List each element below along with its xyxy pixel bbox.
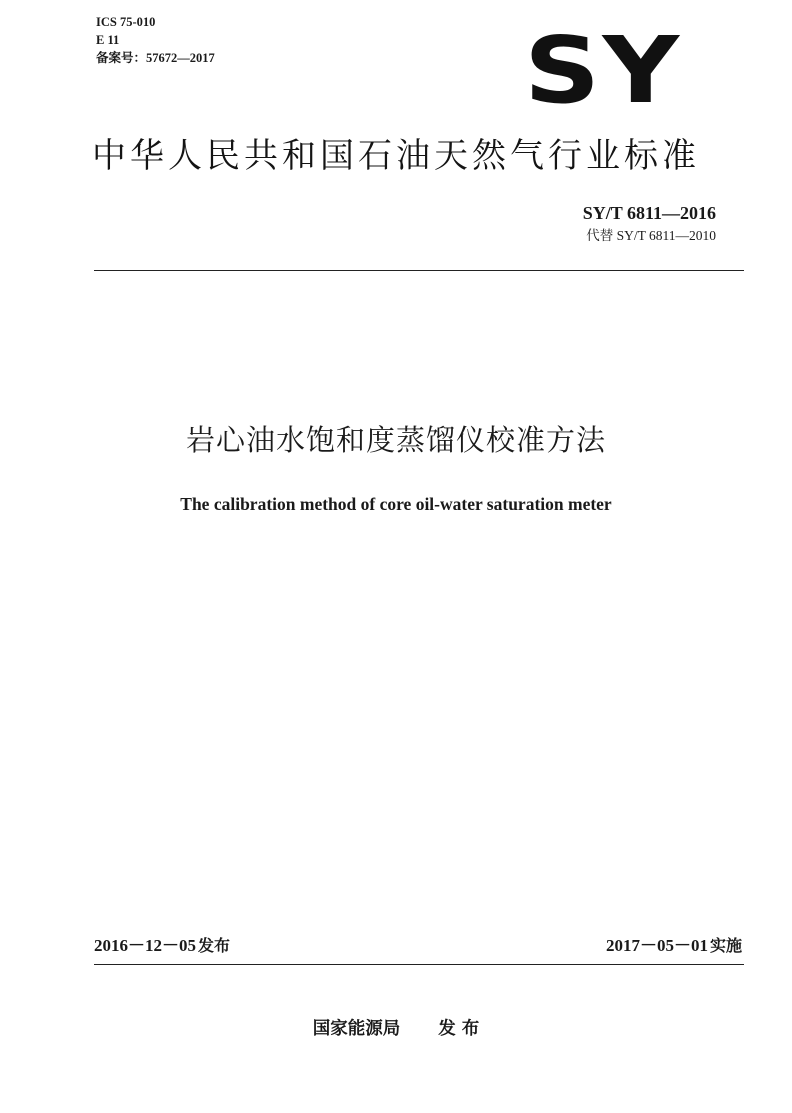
sy-logo: SY: [524, 17, 682, 124]
publisher-name: 国家能源局: [312, 1019, 401, 1039]
standard-number: SY/T 6811—2016: [582, 203, 716, 223]
english-title: The calibration method of core oil-water saturation meter: [180, 494, 612, 514]
org-title: 中华人民共和国石油天然气行业标准: [92, 136, 700, 176]
implementation-label: 实施: [709, 936, 742, 955]
filing-number: 备案号：57672—2017: [96, 51, 215, 65]
implementation-date: 2017－05－01: [605, 936, 708, 955]
top-divider: [94, 270, 744, 271]
ics-code: ICS 75-010: [96, 15, 156, 29]
issue-date-line: [94, 934, 230, 958]
bottom-divider: [94, 964, 744, 965]
publisher-line: [0, 1016, 792, 1042]
chinese-title: 岩心油水饱和度蒸馏仪校准方法: [185, 423, 606, 457]
ccs-code: E 11: [96, 33, 120, 47]
implementation-date-line: [606, 934, 742, 958]
issue-label: 发布: [198, 936, 231, 955]
publisher-label: 发 布: [438, 1019, 480, 1039]
issue-date: 2016－12－05: [94, 936, 196, 955]
replaces-standard: 代替 SY/T 6811—2010: [586, 228, 716, 243]
